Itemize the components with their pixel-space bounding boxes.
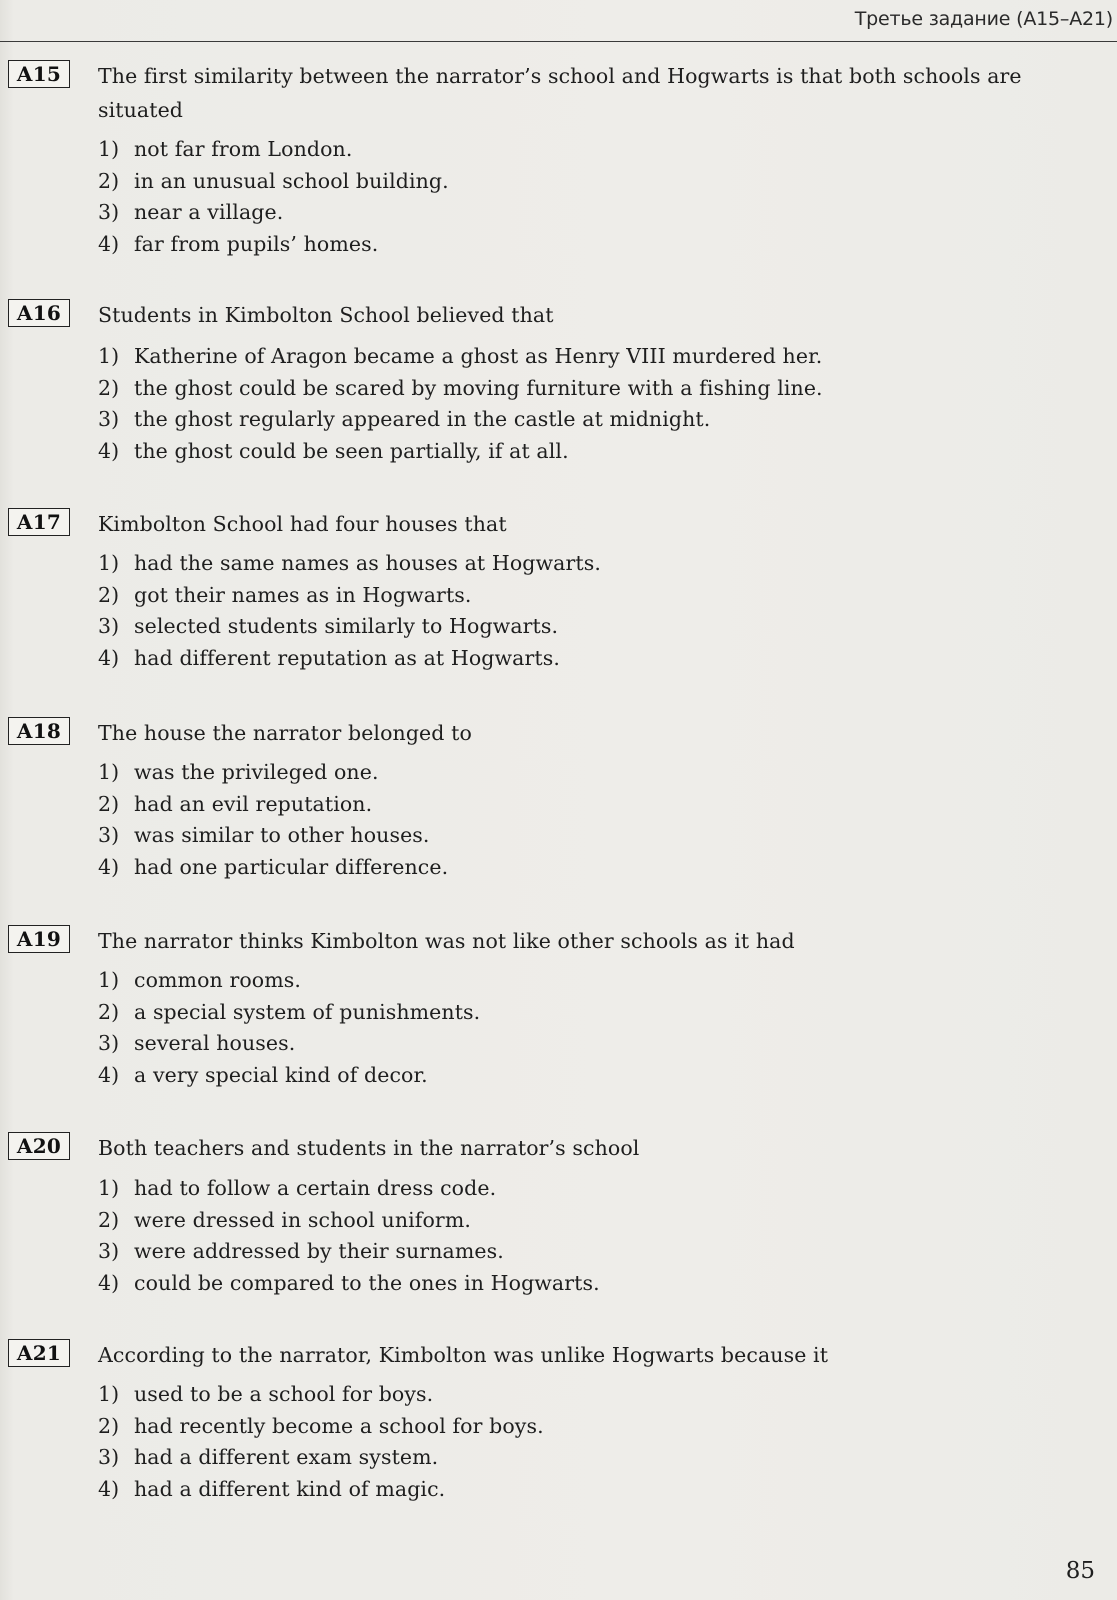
question-number-badge: A21	[8, 1339, 70, 1367]
option-number: 2)	[98, 1207, 120, 1232]
option-number: 1)	[98, 760, 120, 784]
answer-option-2	[98, 789, 1078, 821]
answer-option-3	[98, 1442, 1078, 1474]
answer-option-3	[98, 820, 1078, 852]
answer-option-2	[98, 997, 1078, 1029]
answer-option-4	[98, 852, 1078, 884]
question-stem: The first similarity between the narrator’s school and Hogwarts is that both schools are situated	[98, 64, 1022, 122]
option-number: 3)	[98, 1031, 120, 1055]
option-number: 1)	[98, 1176, 120, 1200]
option-number: 3)	[98, 823, 120, 847]
question-stem: The narrator thinks Kimbolton was not like other schools as it had	[98, 929, 795, 953]
option-number: 2)	[98, 999, 120, 1024]
answer-option-2	[98, 580, 1078, 612]
answer-option-4	[98, 436, 1078, 468]
option-text: had an evil reputation.	[134, 791, 373, 816]
option-text: Katherine of Aragon became a ghost as Henry VIII murdered her.	[134, 344, 823, 368]
answer-option-4	[98, 1060, 1078, 1092]
answer-option-3	[98, 1236, 1078, 1268]
answer-options	[98, 757, 1078, 883]
option-number: 4)	[98, 1270, 120, 1295]
answer-option-1	[98, 548, 1078, 580]
answer-option-1	[98, 134, 1078, 166]
answer-option-1	[98, 965, 1078, 997]
option-text: the ghost could be seen partially, if at all.	[134, 438, 569, 463]
option-number: 4)	[98, 854, 120, 879]
answer-option-2	[98, 166, 1078, 198]
option-number: 1)	[98, 137, 120, 161]
answer-option-4	[98, 229, 1078, 261]
option-text: was similar to other houses.	[134, 823, 430, 847]
answer-option-2	[98, 1205, 1078, 1237]
option-number: 4)	[98, 1476, 120, 1501]
answer-option-3	[98, 404, 1078, 436]
option-text: far from pupils’ homes.	[134, 231, 379, 256]
option-number: 3)	[98, 1445, 120, 1469]
page-number: 85	[1065, 1558, 1095, 1584]
answer-option-3	[98, 1028, 1078, 1060]
answer-options	[98, 1379, 1078, 1505]
question-number-badge: A18	[8, 717, 70, 745]
option-number: 1)	[98, 344, 120, 368]
answer-option-3	[98, 611, 1078, 643]
answer-options	[98, 965, 1078, 1091]
option-text: a special system of punishments.	[134, 999, 481, 1024]
option-number: 1)	[98, 551, 120, 575]
option-number: 3)	[98, 407, 120, 431]
option-text: not far from London.	[134, 137, 353, 161]
answer-option-1	[98, 1379, 1078, 1411]
answer-options	[98, 1173, 1078, 1299]
header-divider	[0, 41, 1117, 42]
question-stem: Students in Kimbolton School believed that	[98, 303, 554, 327]
option-text: had the same names as houses at Hogwarts.	[134, 551, 601, 575]
option-text: a very special kind of decor.	[134, 1062, 428, 1087]
option-number: 2)	[98, 168, 120, 193]
answer-option-4	[98, 643, 1078, 675]
question-number-badge: A16	[8, 299, 70, 327]
question-stem: The house the narrator belonged to	[98, 721, 472, 745]
option-text: were dressed in school uniform.	[134, 1207, 471, 1232]
option-text: had recently become a school for boys.	[134, 1413, 544, 1438]
question-stem: According to the narrator, Kimbolton was unlike Hogwarts because it	[98, 1343, 829, 1367]
option-text: common rooms.	[134, 968, 302, 992]
option-number: 3)	[98, 1239, 120, 1263]
option-number: 4)	[98, 1062, 120, 1087]
option-text: had a different exam system.	[134, 1445, 439, 1469]
option-number: 2)	[98, 582, 120, 607]
answer-option-4	[98, 1268, 1078, 1300]
option-text: the ghost regularly appeared in the castle at midnight.	[134, 407, 711, 431]
option-number: 4)	[98, 231, 120, 256]
question-number-badge: A15	[8, 60, 70, 88]
option-number: 4)	[98, 645, 120, 670]
answer-options	[98, 548, 1078, 674]
option-number: 1)	[98, 968, 120, 992]
option-text: near a village.	[134, 200, 284, 224]
option-text: selected students similarly to Hogwarts.	[134, 614, 559, 638]
option-text: were addressed by their surnames.	[134, 1239, 504, 1263]
question-number-badge: A20	[8, 1132, 70, 1160]
option-text: the ghost could be scared by moving furniture with a fishing line.	[134, 375, 823, 400]
option-text: got their names as in Hogwarts.	[134, 582, 472, 607]
option-text: had one particular difference.	[134, 854, 449, 879]
question-number-badge: A19	[8, 925, 70, 953]
option-number: 3)	[98, 200, 120, 224]
page-header-title: Третье задание (А15–А21)	[854, 8, 1113, 30]
option-number: 1)	[98, 1382, 120, 1406]
answer-option-1	[98, 1173, 1078, 1205]
answer-options	[98, 341, 1078, 467]
answer-option-2	[98, 373, 1078, 405]
option-number: 2)	[98, 1413, 120, 1438]
option-number: 2)	[98, 791, 120, 816]
answer-option-1	[98, 757, 1078, 789]
option-text: had a different kind of magic.	[134, 1476, 446, 1501]
option-text: had different reputation as at Hogwarts.	[134, 645, 560, 670]
option-text: had to follow a certain dress code.	[134, 1176, 497, 1200]
question-number-badge: A17	[8, 508, 70, 536]
answer-options	[98, 134, 1078, 260]
option-text: several houses.	[134, 1031, 296, 1055]
answer-option-3	[98, 197, 1078, 229]
option-text: used to be a school for boys.	[134, 1382, 434, 1406]
question-stem: Kimbolton School had four houses that	[98, 512, 507, 536]
option-text: could be compared to the ones in Hogwarts.	[134, 1270, 600, 1295]
option-text: in an unusual school building.	[134, 168, 449, 193]
option-text: was the privileged one.	[134, 760, 379, 784]
answer-option-1	[98, 341, 1078, 373]
option-number: 3)	[98, 614, 120, 638]
question-stem: Both teachers and students in the narrator’s school	[98, 1136, 640, 1160]
option-number: 2)	[98, 375, 120, 400]
answer-option-2	[98, 1411, 1078, 1443]
option-number: 4)	[98, 438, 120, 463]
answer-option-4	[98, 1474, 1078, 1506]
